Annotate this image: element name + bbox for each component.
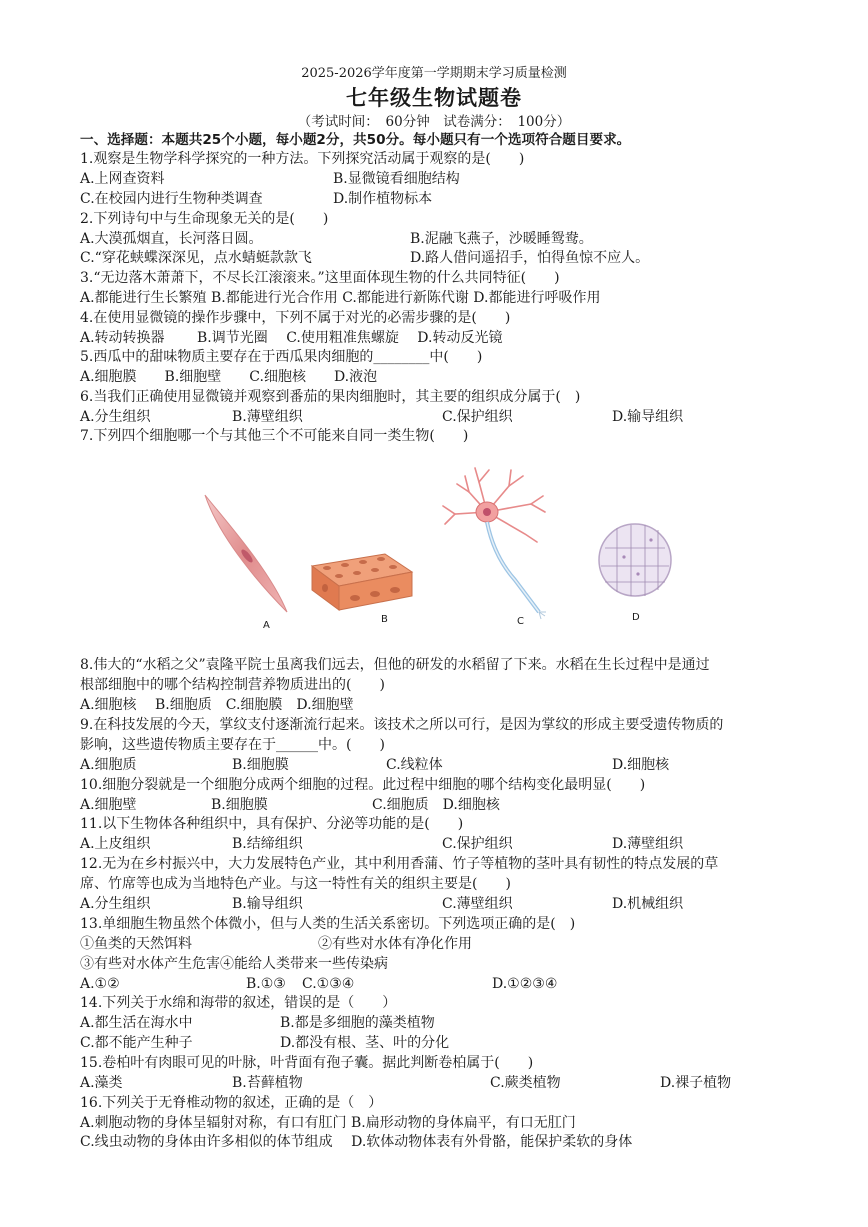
q1-option-b: B.显微镜看细胞结构 [333,171,460,187]
q12-option-a: A.分生组织 [80,896,151,912]
q14-option-c: C.都不能产生种子 [80,1035,193,1051]
q13-item-1: ①鱼类的天然饵料 [80,936,192,952]
muscle-cell-image [195,490,295,620]
q13-item-2: ②有些对水体有净化作用 [318,936,472,952]
q9-option-d: D.细胞核 [612,757,670,773]
q1-option-a: A.上网查资料 [80,171,165,187]
exam-info-line: （考试时间： 60分钟 试卷满分： 100分） [297,114,571,130]
q14-option-d: D.都没有根、茎、叶的分化 [280,1035,450,1051]
q15-option-a: A.藻类 [80,1075,123,1091]
q16-options-ab: A.刺胞动物的身体呈辐射对称，有口有肛门 B.扁形动物的身体扁平，有口无肛门 [80,1115,576,1131]
q13-option-a: A.①② [80,976,120,992]
q13-option-c: C.①③④ [302,976,355,992]
q2-option-b: B.泥融飞燕子，沙暖睡鸳鸯。 [410,231,593,247]
q11-option-c: C.保护组织 [442,836,513,852]
q4-options: A.转动转换器 B.调节光圈 C.使用粗准焦螺旋 D.转动反光镜 [80,330,503,346]
question-12-stem: 12.无为在乡村振兴中，大力发展特色产业，其中利用香蒲、竹子等植物的茎叶具有韧性的特点发展的草 [80,856,719,872]
question-8-stem: 8.伟大的“水稻之父”袁隆平院士虽离我们远去，但他的研发的水稻留了下来。水稻在生长过程中是通过 [80,657,710,673]
q13-option-d: D.①②③④ [492,976,558,992]
question-13-stem: 13.单细胞生物虽然个体微小，但与人类的生活关系密切。下列选项正确的是( ) [80,916,576,932]
q11-option-a: A.上皮组织 [80,836,151,852]
question-11-stem: 11.以下生物体各种组织中，具有保护、分泌等功能的是( ) [80,816,464,832]
question-12-stem-cont: 席、竹席等也成为当地特色产业。与这一特性有关的组织主要是( ) [80,876,511,892]
figure-label-a: A [263,620,270,631]
q2-option-c: C.“穿花蛱蝶深深见，点水蜻蜓款款飞 [80,250,312,266]
q6-option-b: B.薄壁组织 [232,409,303,425]
figure-label-b: B [381,614,388,625]
question-1-stem: 1.观察是生物学科学探究的一种方法。下列探究活动属于观察的是( ) [80,151,525,167]
q15-option-d: D.裸子植物 [660,1075,732,1091]
question-16-stem: 16.下列关于无脊椎动物的叙述，正确的是（ ） [80,1095,383,1111]
question-15-stem: 15.卷柏叶有肉眼可见的叶脉，叶背面有孢子囊。据此判断卷柏属于( ) [80,1055,534,1071]
q13-items-3-4: ③有些对水体产生危害④能给人类带来一些传染病 [80,956,388,972]
figure-label-c: C [517,616,524,627]
q9-option-a: A.细胞质 [80,757,137,773]
neuron-image [439,462,559,622]
q16-options-cd: C.线虫动物的身体由许多相似的体节组成 D.软体动物体表有外骨骼，能保护柔软的身体 [80,1134,633,1150]
question-10-stem: 10.细胞分裂就是一个细胞分成两个细胞的过程。此过程中细胞的哪个结构变化最明显( ) [80,777,646,793]
question-6-stem: 6.当我们正确使用显微镜并观察到番茄的果肉细胞时，其主要的组织成分属于( ) [80,389,581,405]
question-4-stem: 4.在使用显微镜的操作步骤中，下列不属于对光的必需步骤的是( ) [80,310,511,326]
cell-figures [195,462,675,632]
q10-options-ab: A.细胞壁 B.细胞膜 [80,797,268,813]
q6-option-d: D.输导组织 [612,409,684,425]
q15-option-c: C.蕨类植物 [490,1075,561,1091]
q6-option-c: C.保护组织 [442,409,513,425]
q3-options: A.都能进行生长繁殖 B.都能进行光合作用 C.都能进行新陈代谢 D.都能进行呼吸作用 [80,290,601,306]
question-5-stem: 5.西瓜中的甜味物质主要存在于西瓜果肉细胞的________中( ) [80,349,483,365]
q11-option-d: D.薄壁组织 [612,836,684,852]
section-heading: 一、选择题：本题共25个小题，每小题2分，共50分。每小题只有一个选项符合题目要求。 [80,132,631,148]
page-title: 七年级生物试题卷 [346,86,522,110]
question-2-stem: 2.下列诗句中与生命现象无关的是( ) [80,211,329,227]
question-3-stem: 3.“无边落木萧萧下，不尽长江滚滚来。”这里面体现生物的什么共同特征( ) [80,270,560,286]
q12-option-d: D.机械组织 [612,896,684,912]
q12-option-c: C.薄壁组织 [442,896,513,912]
question-7-stem: 7.下列四个细胞哪一个与其他三个不可能来自同一类生物( ) [80,428,469,444]
question-9-stem: 9.在科技发展的今天，掌纹支付逐渐流行起来。该技术之所以可行，是因为掌纹的形成主要受遗传物质的 [80,717,724,733]
exam-period-line: 2025-2026学年度第一学期期末学习质量检测 [301,66,567,81]
epithelial-tissue-image [307,544,417,612]
q12-option-b: B.输导组织 [232,896,303,912]
q9-option-b: B.细胞膜 [232,757,289,773]
q14-option-b: B.都是多细胞的藻类植物 [280,1015,435,1031]
question-8-stem-cont: 根部细胞中的哪个结构控制营养物质进出的( ) [80,677,385,693]
q5-options: A.细胞膜 B.细胞壁 C.细胞核 D.液泡 [80,369,378,385]
q8-options: A.细胞核 B.细胞质 C.细胞膜 D.细胞壁 [80,697,354,713]
q2-option-a: A.大漠孤烟直，长河落日圆。 [80,231,263,247]
q13-option-b: B.①③ [246,976,286,992]
q15-option-b: B.苔藓植物 [232,1075,303,1091]
question-14-stem: 14.下列关于水绵和海带的叙述，错误的是（ ） [80,995,397,1011]
plant-cell-image [595,520,675,600]
q9-option-c: C.线粒体 [386,757,443,773]
q14-option-a: A.都生活在海水中 [80,1015,193,1031]
q10-options-cd: C.细胞质 D.细胞核 [372,797,500,813]
q6-option-a: A.分生组织 [80,409,151,425]
figure-label-d: D [632,612,640,623]
question-9-stem-cont: 影响，这些遗传物质主要存在于______中。( ) [80,737,385,753]
q1-option-c: C.在校园内进行生物种类调查 [80,191,263,207]
q2-option-d: D.路人借问遥招手，怕得鱼惊不应人。 [410,250,650,266]
q1-option-d: D.制作植物标本 [333,191,433,207]
q11-option-b: B.结缔组织 [232,836,303,852]
